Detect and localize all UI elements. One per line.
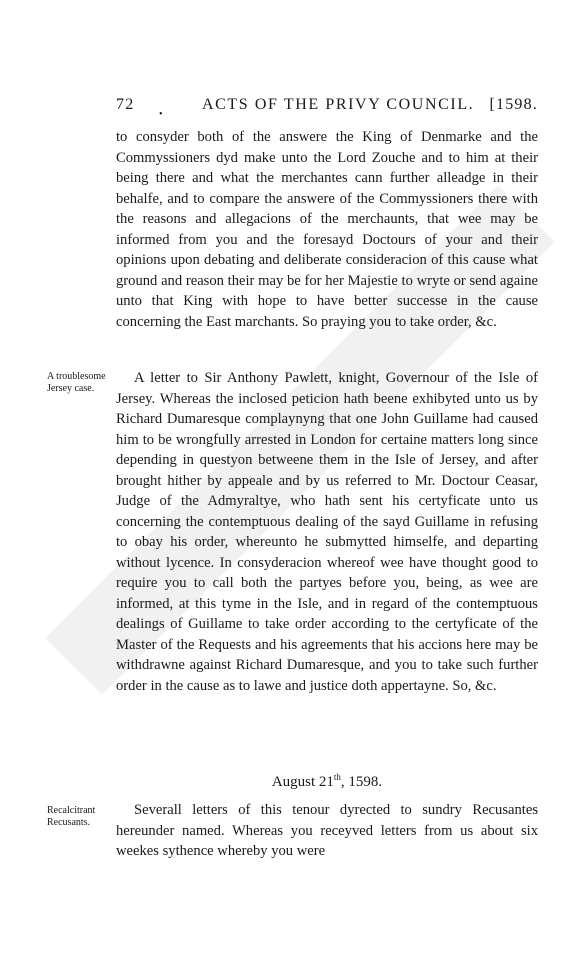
running-year: [1598. [489, 96, 538, 113]
running-title: ACTS OF THE PRIVY COUNCIL. [202, 96, 475, 113]
date-suffix: th [333, 772, 341, 782]
header-dot: • [159, 109, 164, 120]
margin-note-jersey: A troublesome Jersey case. [47, 371, 106, 394]
date-year: , 1598. [340, 774, 383, 790]
paragraph-recusants [116, 800, 538, 862]
paragraph-text: A letter to Sir Anthony Pawlett, knight, Governour of the Isle of Jersey. Whereas the inclosed peticion hath beene exhibyted unto us by Richard Dumaresque complaynyng that one John Guillame had caused him to be wrongfully arrested in London for certaine matters long since depending in questyon betweene them in the Isle of Jersey, and after brought hither by appeale and by us referred to Mr. Doctour Ceasar, Judge of the Admyraltye, who hath sent his certyficate unto us concerning the contemptuous dealing of the sayd Guillame in refusing to obay his order, whereunto he submytted himselfe, and departing without lycence. In consyderacion whereof wee have thought good to require you to call both the partyes before you, being, as wee are informed, at this tyme in the Isle, and in regard of the contemptuous dealings of Guillame to take order according to the certyficate of the Master of the Requests and his agreements that his accions here may be withdrawne against Richard Dumaresque, and you to take such further order in the cause as to lawe and justice doth appertayne. So, &c. [116, 370, 538, 694]
page-number: 72 [116, 96, 135, 113]
page-header [116, 96, 538, 120]
date-month-day: August 21 [271, 774, 334, 790]
paragraph-jersey [116, 368, 538, 696]
date-heading [116, 772, 538, 791]
paragraph-zouche [116, 127, 538, 332]
paragraph-text: Severall letters of this tenour dyrected to sundry Recusantes hereunder named. Whereas you receyved letters from us about six weekes sythence whereby you were [116, 802, 538, 859]
paragraph-text: to consyder both of the answere the King of Denmarke and the Commyssioners dyd make unto the Lord Zouche and to him at their being there and what the merchantes cann further alleadge in their behalfe, and to compare the answere of the Commyssioners there with the reasons and allegacions of the merchaunts, that wee may be informed from you and the foresayd Doctours of your and their opinions upon debating and deliberate consideracion of this cause what ground and reason their may be for her Majestie to wryte or send againe unto that King with hope to have better successe in the cause concerning the East marchants. So praying you to take order, &c. [116, 129, 538, 330]
margin-note-recusants: Recalcitrant Recusants. [47, 805, 96, 828]
